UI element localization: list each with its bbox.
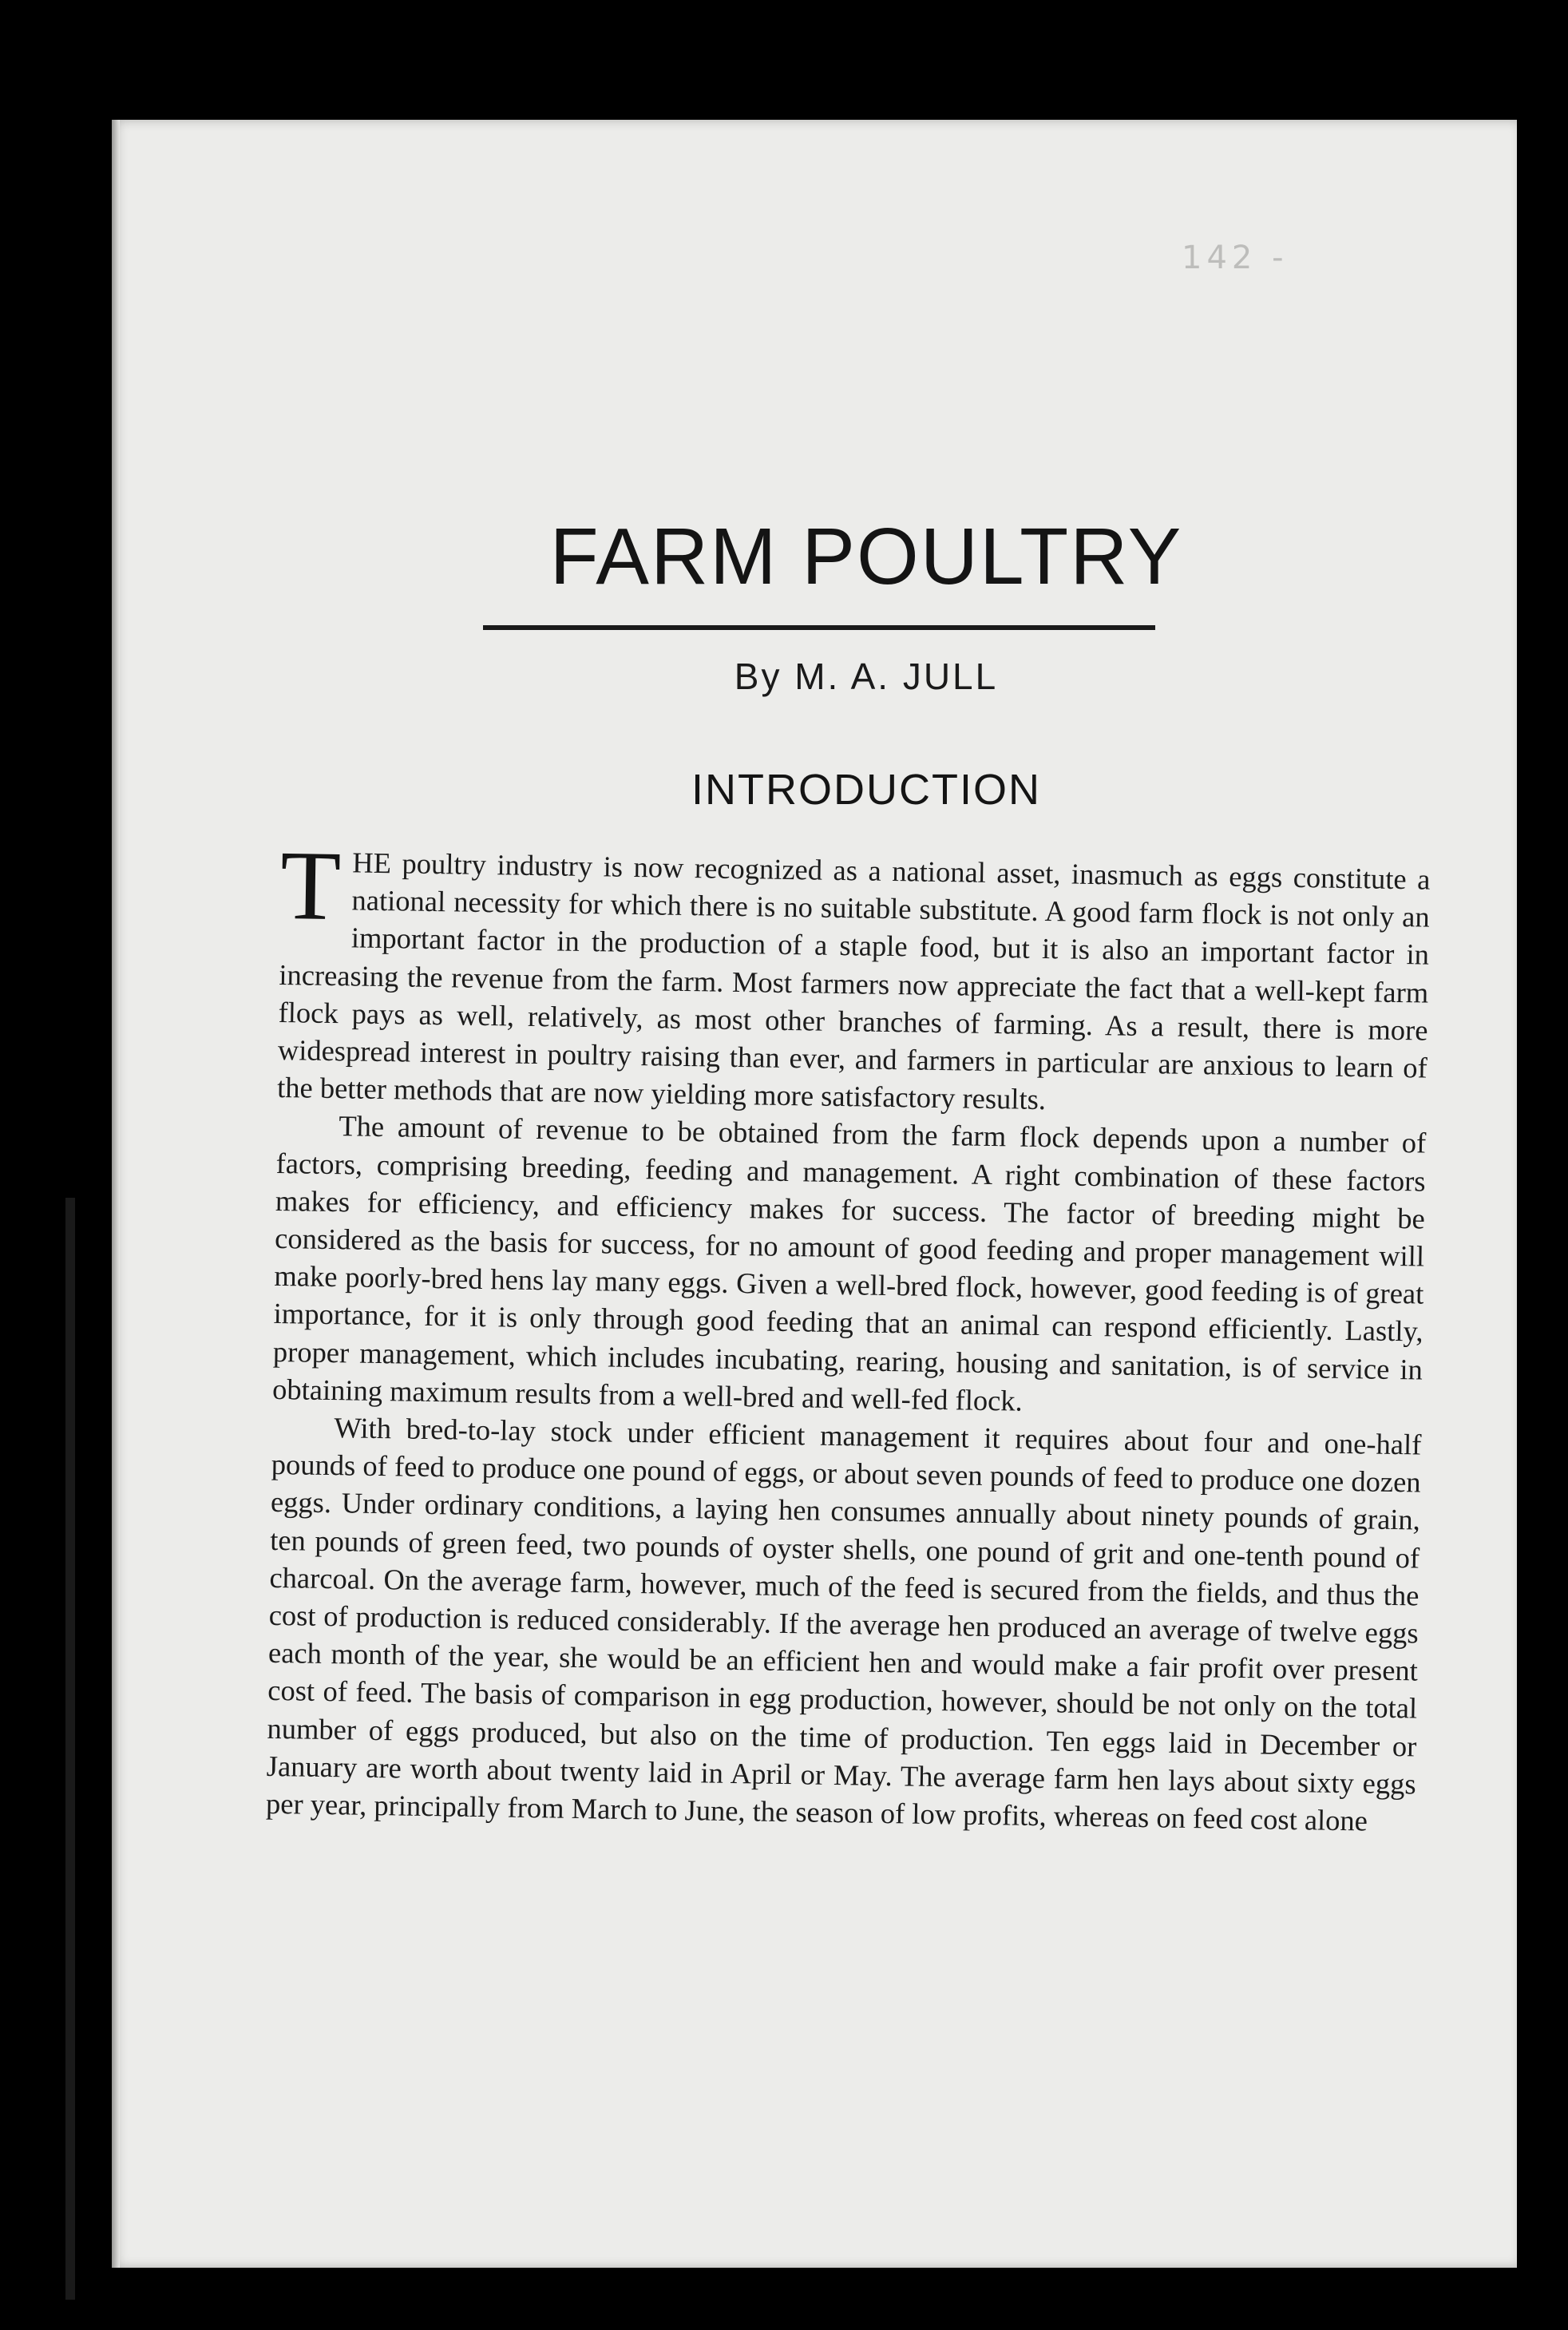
drop-cap-letter: T — [279, 830, 342, 941]
page-edge-shadow — [112, 120, 120, 2268]
paragraph-1 — [276, 830, 1431, 1124]
paragraph-2: The amount of revenue to be obtained from the farm flock depends upon a number of factors, comprising breeding, feeding and management. A right combination of these factors makes for efficiency, and efficiency makes for success. The factor of breeding might be considered as the basis for success, for no amount of good feeding and proper management will make poorly-bred hens lay many eggs. Given a well-bred flock, however, good feeding is of great importance, for it is only through good feeding that an animal can respond efficiently. Lastly, proper management, which includes incubating, rearing, housing and sanitation, is of service in obtaining maximum results from a well-bred and well-fed flock. — [271, 1109, 1427, 1417]
author-byline: By M. A. JULL — [734, 656, 999, 697]
body-text — [265, 830, 1431, 1841]
pencil-annotation: 142 - — [1182, 240, 1289, 276]
section-heading: INTRODUCTION — [691, 766, 1041, 814]
book-spine-shadow — [65, 1198, 75, 2300]
paragraph-3: With bred-to-lay stock under efficient management it requires about four and one-half pounds of feed to produce one pound of eggs, or about seven pounds of feed to produce one dozen eggs. Under ordinary conditions, a laying hen consumes annually about ninety pounds of grain, ten pounds of green feed, two pounds of oyster shells, one pound of grit and one-tenth pound of charcoal. On the average farm, however, much of the feed is secured from the fields, and thus the cost of production is reduced considerably. If the average hen produced an average of twelve eggs each month of the year, she would be an efficient hen and would make a fair profit over present cost of feed. The basis of comparison in egg production, however, should be not only on the total number of eggs produced, but also on the time of production. Ten eggs laid in December or January are worth about twenty laid in April or May. The average farm hen lays about sixty eggs per year, principally from March to June, the season of low profits, whereas on feed cost alone — [265, 1411, 1422, 1837]
page-title: FARM POULTRY — [549, 512, 1183, 601]
book-page — [112, 120, 1517, 2268]
title-underline-rule — [483, 625, 1155, 630]
paragraph-1-text: HE poultry industry is now recognized as a national asset, inasmuch as eggs constitute a national necessity for which there is no suitable substitute. A good farm flock is not only an important factor in the production of a staple food, but it is also an important factor in increasing the revenue from the farm. Most farmers now appreciate the fact that a well-kept farm flock pays as well, relatively, as most other branches of farming. As a result, there is more widespread interest in poultry raising than ever, and farmers in particular are anxious to learn of the better methods that are now yielding more satisfactory results. — [276, 846, 1431, 1116]
